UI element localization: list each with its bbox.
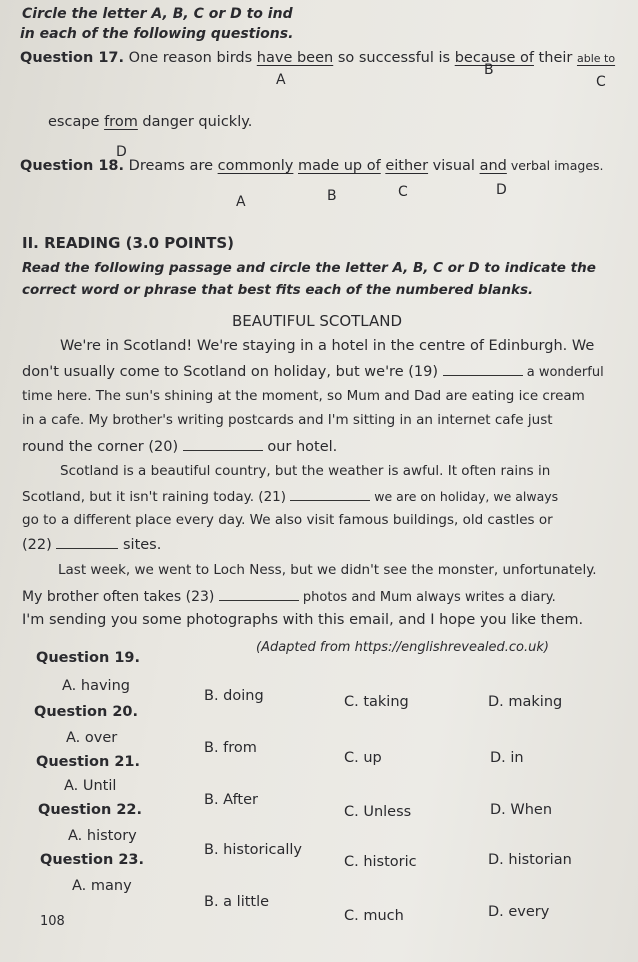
question-17-line-2: escape from danger quickly.	[48, 114, 253, 130]
q22-option-a[interactable]: A. history	[68, 828, 137, 844]
q19-option-d[interactable]: D. making	[488, 694, 563, 710]
passage-line-1: We're in Scotland! We're staying in a hotel in the centre of Edinburgh. We	[60, 338, 595, 354]
q17-part-c: able to	[576, 52, 616, 65]
blank-22	[56, 536, 118, 549]
q19-option-b[interactable]: B. doing	[204, 688, 264, 704]
question-19-label: Question 19.	[36, 650, 141, 666]
q17-mark-a: A	[276, 72, 286, 88]
q20-option-a[interactable]: A. over	[66, 730, 118, 746]
q17-mark-b: B	[484, 62, 494, 78]
reading-instruction-2: correct word or phrase that best fits each of the numbered blanks.	[22, 282, 534, 298]
passage-line-3: time here. The sun's shining at the moment, so Mum and Dad are eating ice cream	[22, 388, 585, 404]
passage-line-6: Scotland is a beautiful country, but the weather is awful. It often rains in	[60, 463, 551, 479]
q22-option-d[interactable]: D. historian	[488, 852, 572, 868]
question-23-label: Question 23.	[40, 852, 145, 868]
blank-19	[443, 363, 523, 376]
q21-option-b[interactable]: B. After	[204, 792, 258, 808]
instruction-line-2: in each of the following questions.	[20, 26, 294, 42]
passage-line-12: I'm sending you some photographs with this email, and I hope you like them.	[22, 612, 584, 628]
q17-part-b: because of	[454, 50, 534, 66]
q18-part-c: either	[385, 158, 429, 174]
q19-option-c[interactable]: C. taking	[344, 694, 409, 710]
passage-line-2: don't usually come to Scotland on holiday, but we're (19) a wonderful	[22, 364, 604, 380]
passage-title: BEAUTIFUL SCOTLAND	[232, 312, 403, 330]
question-21-label: Question 21.	[36, 754, 141, 770]
q23-option-b[interactable]: B. a little	[204, 894, 270, 910]
q18-part-b: made up of	[298, 158, 381, 174]
passage-line-8: go to a different place every day. We also visit famous buildings, old castles or	[22, 512, 553, 528]
q23-option-a[interactable]: A. many	[72, 878, 132, 894]
q18-part-a: commonly	[217, 158, 294, 174]
q18-mark-d: D	[496, 182, 507, 198]
q17-part-a: have been	[256, 50, 334, 66]
q19-option-a[interactable]: A. having	[62, 678, 130, 694]
passage-source: (Adapted from https://englishrevealed.co.uk)	[256, 640, 549, 655]
q18-mark-a: A	[236, 194, 246, 210]
question-18: Question 18. Dreams are commonly made up of either visual and verbal images.	[20, 158, 604, 174]
passage-line-10: Last week, we went to Loch Ness, but we didn't see the monster, unfortunately.	[58, 562, 597, 578]
q23-option-d[interactable]: D. every	[488, 904, 550, 920]
question-20-label: Question 20.	[34, 704, 139, 720]
q17-part-d: from	[104, 114, 138, 130]
q18-part-d: and	[479, 158, 507, 174]
q20-option-d[interactable]: D. in	[490, 750, 524, 766]
q17-mark-d: D	[116, 144, 127, 160]
passage-line-4: in a cafe. My brother's writing postcards and I'm sitting in an internet cafe just	[22, 412, 553, 428]
q18-mark-c: C	[398, 184, 408, 200]
section-title: II. READING (3.0 POINTS)	[22, 234, 235, 252]
q23-option-c[interactable]: C. much	[344, 908, 404, 924]
q17-mark-c: C	[596, 74, 606, 90]
blank-20	[183, 438, 263, 451]
q22-option-c[interactable]: C. historic	[344, 854, 417, 870]
page-number: 108	[40, 914, 65, 929]
passage-line-9: (22) sites.	[22, 537, 162, 553]
blank-23	[219, 588, 299, 601]
q20-option-b[interactable]: B. from	[204, 740, 257, 756]
passage-line-5: round the corner (20) our hotel.	[22, 439, 338, 455]
passage-line-11: My brother often takes (23) photos and Mum always writes a diary.	[22, 589, 556, 605]
question-22-label: Question 22.	[38, 802, 143, 818]
question-17: Question 17. One reason birds have been so successful is because of their able to	[20, 50, 616, 66]
q21-option-c[interactable]: C. Unless	[344, 804, 412, 820]
q22-option-b[interactable]: B. historically	[204, 842, 302, 858]
q18-mark-b: B	[327, 188, 337, 204]
q21-option-a[interactable]: A. Until	[64, 778, 117, 794]
blank-21	[290, 488, 370, 501]
instruction-line-1: Circle the letter A, B, C or D to ind	[22, 6, 293, 22]
passage-line-7: Scotland, but it isn't raining today. (21) we are on holiday, we always	[22, 489, 559, 505]
q21-option-d[interactable]: D. When	[490, 802, 553, 818]
q20-option-c[interactable]: C. up	[344, 750, 382, 766]
reading-instruction-1: Read the following passage and circle the letter A, B, C or D to indicate the	[22, 260, 596, 276]
